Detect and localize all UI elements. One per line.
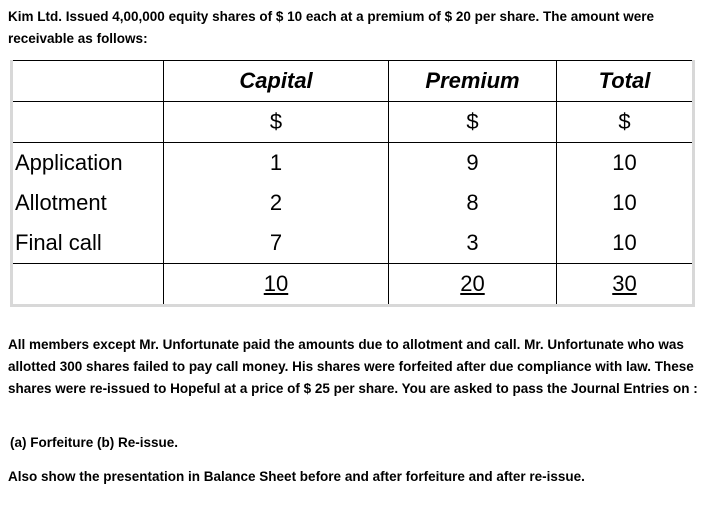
row-capital: 1: [164, 143, 389, 184]
question-paragraph: All members except Mr. Unfortunate paid the amounts due to allotment and call. Mr. Unfortunate who was allotted 300 shares failed to pay call money. His shares were forfeited after due compliance with law. These shares were re-issued to Hopeful at a price of $ 25 per share. You are asked to pass the Journal Entries on :: [8, 337, 698, 396]
header-premium: Premium: [389, 61, 557, 102]
row-premium: 9: [389, 143, 557, 184]
row-premium: 8: [389, 183, 557, 223]
row-label: Final call: [12, 223, 164, 264]
totals-empty-cell: [12, 264, 164, 306]
row-premium: 3: [389, 223, 557, 264]
header-total: Total: [557, 61, 694, 102]
unit-capital: $: [164, 102, 389, 143]
total-capital: 10: [164, 264, 389, 306]
table-totals-row: [12, 264, 694, 306]
total-premium: 20: [389, 264, 557, 306]
table-header-row: [12, 61, 694, 102]
row-capital: 2: [164, 183, 389, 223]
question-intro: Kim Ltd. Issued 4,00,000 equity shares of $ 10 each at a premium of $ 20 per share. The amount were receivable as follows:: [8, 9, 654, 46]
row-label: Allotment: [12, 183, 164, 223]
table-unit-row: [12, 102, 694, 143]
table-row: [12, 223, 694, 264]
row-total: 10: [557, 143, 694, 184]
call-schedule-table: [10, 60, 695, 307]
unit-total: $: [557, 102, 694, 143]
unit-empty-cell: [12, 102, 164, 143]
header-empty-cell: [12, 61, 164, 102]
table-row: [12, 143, 694, 184]
row-capital: 7: [164, 223, 389, 264]
table-row: [12, 183, 694, 223]
question-parts: (a) Forfeiture (b) Re-issue.: [10, 435, 179, 450]
header-capital: Capital: [164, 61, 389, 102]
row-label: Application: [12, 143, 164, 184]
unit-premium: $: [389, 102, 557, 143]
total-total: 30: [557, 264, 694, 306]
question-closing: Also show the presentation in Balance Sheet before and after forfeiture and after re-issue.: [8, 469, 585, 484]
row-total: 10: [557, 183, 694, 223]
row-total: 10: [557, 223, 694, 264]
